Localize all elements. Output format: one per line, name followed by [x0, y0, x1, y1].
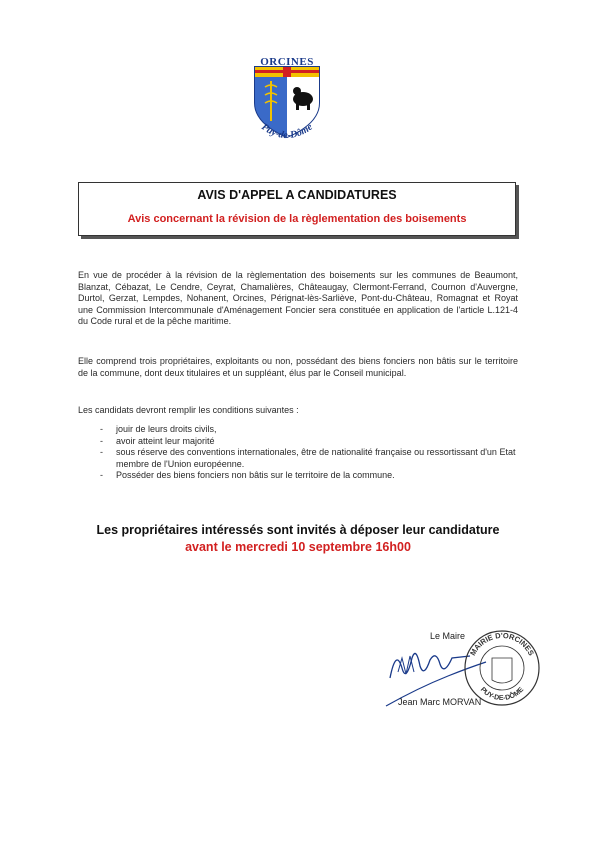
stamp-top-text: MAIRIE D'ORCINES [468, 630, 536, 658]
cta-line: Les propriétaires intéressés sont invités à déposer leur candidature [96, 523, 500, 537]
crest-town-name: ORCINES [260, 56, 314, 68]
call-to-action [78, 522, 518, 556]
list-item: - sous réserve des conventions internationales, être de nationalité française ou ressortissant d'un Etat membre de l'Union européenne. [78, 447, 518, 470]
body-paragraph-2: Elle comprend trois propriétaires, exploitants ou non, possédant des biens fonciers non bâtis sur le territoire de la commune, dont deux titulaires et un suppléant, élus par le Conseil municipal. [78, 356, 518, 378]
list-item: - avoir atteint leur majorité [78, 436, 518, 448]
conditions-list [78, 424, 518, 482]
notice-subtitle: Avis concernant la révision de la règlementation des boisements [127, 213, 467, 225]
crest-region-text: Puy-de-Dôme [259, 121, 315, 142]
stamp-bottom-text: PUY-DE-DÔME [478, 686, 526, 703]
list-item: - Posséder des biens fonciers non bâtis sur le territoire de la commune. [78, 470, 518, 482]
deadline: avant le mercredi 10 septembre 16h00 [185, 540, 411, 554]
crest-shield-icon [247, 55, 347, 150]
body-paragraph-1: En vue de procéder à la révision de la règlementation des boisements sur les communes de Beaumont, Blanzat, Cébazat, Le Cendre, Ceyrat, Chamalières, Châteaugay, Clermont-Ferrand, Cournon d'Auvergne, Durtol, Gerzat, Lempdes, Nohanent, Orcines, Pérignat-lès-Sarliève, Pont-du-Château, Romagnat et Royat une Commission Intercommunale d'Aménagement Foncier sera constituée en application de l'article L.121-4 du Code rural et de la pêche maritime. [78, 270, 518, 326]
notice-title: AVIS D'APPEL A CANDIDATURES [197, 188, 397, 202]
list-item: - jouir de leurs droits civils, [78, 424, 518, 436]
mayor-name: Jean Marc MORVAN [398, 697, 482, 707]
body-paragraph-3: Les candidats devront remplir les conditions suivantes : [78, 405, 299, 415]
svg-text:PUY-DE-DÔME [479, 686, 526, 702]
svg-text:MAIRIE D'ORCINES [468, 631, 536, 657]
town-crest [247, 55, 347, 150]
mayor-role: Le Maire [430, 631, 466, 641]
notice-header-box [78, 182, 516, 236]
town-hall-stamp-icon [462, 628, 542, 708]
